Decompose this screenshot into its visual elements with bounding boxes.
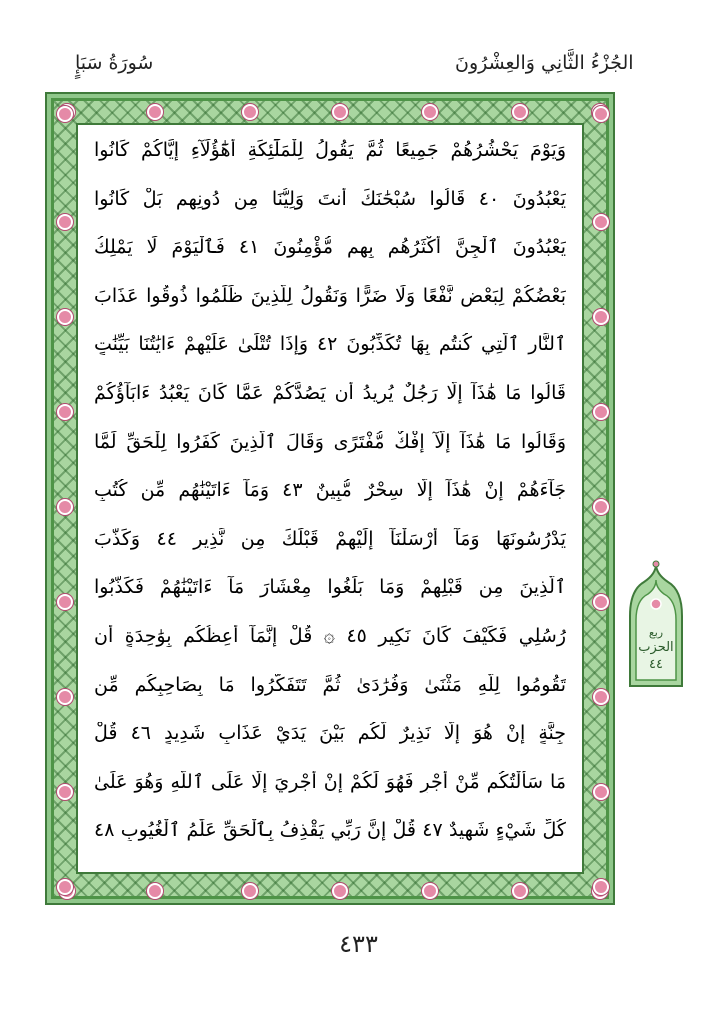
verse-line: وَقَالُوا مَا هَٰذَآ إِلَّآ إِفْكٌ مُّفْتَرًى وَقَالَ ٱلَّذِينَ كَفَرُوا لِلْحَقِّ لَمَّا (94, 430, 566, 453)
rosette-ornament (57, 309, 73, 325)
hizb-marker (626, 560, 686, 690)
verse-line: مَا سَأَلْتُكُم مِّنْ أَجْرٍ فَهُوَ لَكُمْ إِنْ أَجْرِيَ إِلَّا عَلَى ٱللَّهِ وَهُوَ عَلَىٰ (94, 770, 566, 793)
verse-line: ٱلنَّارِ ٱلَّتِي كُنتُم بِهَا تُكَذِّبُونَ ٤٢ وَإِذَا تُتْلَىٰ عَلَيْهِمْ ءَايَٰتُنَا بَيِّنَٰتٍ (94, 333, 566, 356)
hizb-number: ٤٤ (649, 657, 663, 672)
rosette-ornament (512, 104, 528, 120)
hizb-label: الحزب (638, 640, 674, 655)
verse-line: قَالُوا مَا هَٰذَآ إِلَّا رَجُلٌ يُرِيدُ أَن يَصُدَّكُمْ عَمَّا كَانَ يَعْبُدُ ءَابَآؤُكُمْ (94, 382, 566, 404)
verse-line: كُلِّ شَيْءٍ شَهِيدٌ ٤٧ قُلْ إِنَّ رَبِّي يَقْذِفُ بِٱلْحَقِّ عَلَّٰمُ ٱلْغُيُوبِ ٤٨ (94, 819, 566, 842)
rosette-ornament (593, 879, 609, 895)
rosette-ornament (147, 104, 163, 120)
rosette-ornament (57, 594, 73, 610)
rosette-ornament (57, 784, 73, 800)
rosette-ornament (593, 784, 609, 800)
hizb-rub-label: ربع (648, 626, 664, 639)
rosette-ornament (422, 104, 438, 120)
verse-line: جِنَّةٍ إِنْ هُوَ إِلَّا نَذِيرٌ لَّكُم بَيْنَ يَدَيْ عَذَابٍ شَدِيدٍ ٤٦ قُلْ (94, 722, 566, 745)
verse-line: تَقُومُوا لِلَّهِ مَثْنَىٰ وَفُرَٰدَىٰ ثُمَّ تَتَفَكَّرُوا مَا بِصَاحِبِكُم مِّن (94, 673, 566, 696)
verse-line: جَآءَهُمْ إِنْ هَٰذَآ إِلَّا سِحْرٌ مُّبِينٌ ٤٣ وَمَآ ءَاتَيْنَٰهُم مِّن كُتُبٍ (94, 479, 566, 502)
rosette-ornament (422, 883, 438, 899)
juz-title: الجُزْءُ الثَّانِي وَالعِشْرُونَ (455, 52, 634, 74)
rosette-ornament (332, 883, 348, 899)
rosette-ornament (332, 104, 348, 120)
rosette-ornament (593, 214, 609, 230)
rosette-ornament (147, 883, 163, 899)
rosette-ornament (57, 404, 73, 420)
rosette-ornament (593, 106, 609, 122)
rosette-ornament (57, 106, 73, 122)
rosette-ornament (593, 499, 609, 515)
rosette-ornament (242, 883, 258, 899)
rosette-ornament (57, 689, 73, 705)
verse-line: ٱلَّذِينَ مِن قَبْلِهِمْ وَمَا بَلَغُوا مِعْشَارَ مَآ ءَاتَيْنَٰهُمْ فَكَذَّبُوا (94, 576, 566, 599)
rosette-ornament (57, 499, 73, 515)
page-border-frame (45, 92, 615, 905)
rosette-ornament (57, 214, 73, 230)
surah-title: سُورَةُ سَبَإٍ (75, 52, 154, 74)
rosette-ornament (512, 883, 528, 899)
quran-text-area (76, 123, 584, 874)
verse-line: وَيَوْمَ يَحْشُرُهُمْ جَمِيعًا ثُمَّ يَقُولُ لِلْمَلَٰٓئِكَةِ أَهَٰٓؤُلَآءِ إِيَّاكُمْ كَانُوا (94, 139, 566, 161)
page-number: ٤٣٣ (339, 930, 378, 958)
verse-line: يَعْبُدُونَ ٤٠ قَالُوا سُبْحَٰنَكَ أَنتَ وَلِيُّنَا مِن دُونِهِم بَلْ كَانُوا (94, 187, 566, 210)
rosette-ornament (593, 309, 609, 325)
verse-line: بَعْضُكُمْ لِبَعْضٍ نَّفْعًا وَلَا ضَرًّا وَنَقُولُ لِلَّذِينَ ظَلَمُوا ذُوقُوا عَذَابَ (94, 284, 566, 307)
rosette-ornament (57, 879, 73, 895)
rosette-ornament (593, 404, 609, 420)
rosette-ornament (242, 104, 258, 120)
verse-line: يَعْبُدُونَ ٱلْجِنَّ أَكْثَرُهُم بِهِم مُّؤْمِنُونَ ٤١ فَٱلْيَوْمَ لَا يَمْلِكُ (94, 236, 566, 259)
rosette-ornament (593, 594, 609, 610)
verse-line: رُسُلِي فَكَيْفَ كَانَ نَكِيرِ ٤٥ ۞ قُلْ إِنَّمَآ أَعِظُكُم بِوَٰحِدَةٍ أَن (94, 625, 566, 647)
verse-line: يَدْرُسُونَهَا وَمَآ أَرْسَلْنَآ إِلَيْهِمْ قَبْلَكَ مِن نَّذِيرٍ ٤٤ وَكَذَّبَ (94, 527, 566, 550)
rosette-ornament (593, 689, 609, 705)
